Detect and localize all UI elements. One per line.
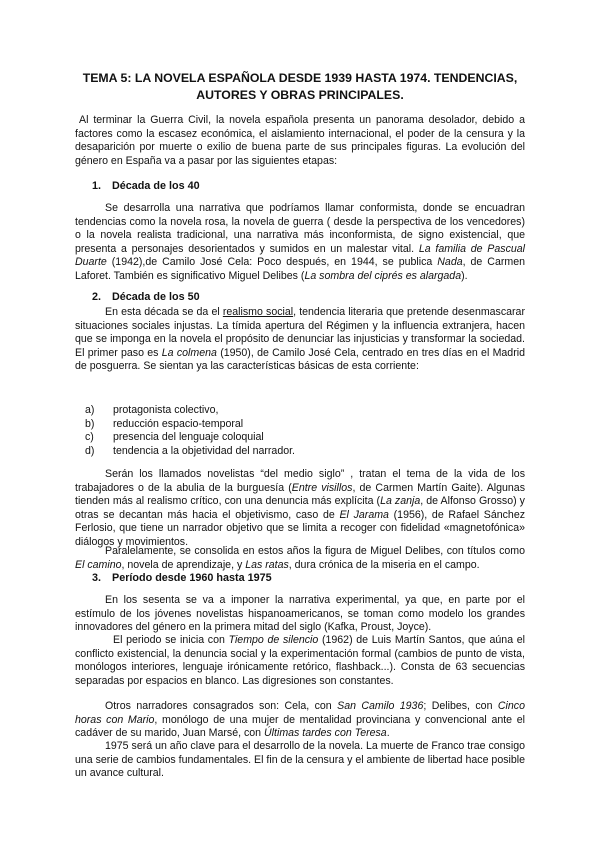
work-title: Últimas tardes con Teresa	[264, 727, 387, 740]
title-line-2: AUTORES Y OBRAS PRINCIPALES.	[196, 88, 404, 102]
section-2-number: 2.	[92, 291, 102, 303]
text-run: , monólogo de una mujer de mentalidad provinciana y convencional ante el cadáver de su marido, Juan Marsé, con	[75, 713, 525, 740]
list-item	[85, 431, 295, 445]
text-run: (1942),de Camilo José Cela: Poco después, en 1944, se publica	[106, 256, 438, 269]
text-run: (1956), de Rafael Sánchez Ferlosio, que tiene un narrador objetivo que se limita a recoger con fidelidad «magnetofónica» diálogos y movimientos.	[75, 508, 526, 548]
section-3-title: Período desde 1960 hasta 1975	[112, 572, 272, 584]
list-marker: a)	[85, 404, 95, 416]
underlined-term: realismo social	[222, 306, 294, 318]
text-run: Se desarrolla una narrativa que podríamos llamar conformista, donde se encuadran tendencias como la novela rosa, la novela de guerra ( desde la perspectiva de los vencedores) o la novela realista tradicional, una narrativa más inconformista, de signo existencial, que presenta a personajes desorientados y sumidos en un malestar vital.	[75, 202, 525, 255]
work-title: Las ratas	[245, 558, 289, 571]
work-title: El camino	[75, 558, 122, 571]
list-text: tendencia a la objetividad del narrador.	[113, 444, 295, 457]
work-title: La zanja	[380, 495, 421, 508]
section-1-heading	[92, 180, 200, 192]
section-2-paragraph-3	[75, 545, 525, 572]
text-run: Otros narradores consagrados son: Cela, con	[105, 700, 338, 712]
section-3-paragraph-4: 1975 será un año clave para el desarrollo de la novela. La muerte de Franco trae consigo una serie de cambios fundamentales. El fin de la censura y el ambiente de libertad hace posible un avance cultural.	[75, 740, 525, 780]
work-title: Tiempo de silencio	[228, 634, 319, 646]
document-title	[60, 70, 540, 104]
work-title: Nada	[437, 256, 463, 269]
title-line-1: TEMA 5: LA NOVELA ESPAÑOLA DESDE 1939 HASTA 1974. TENDENCIAS,	[82, 71, 518, 85]
list-item	[85, 418, 295, 432]
text-run: Paralelamente, se consolida en estos años la figura de Miguel Delibes, con títulos como	[105, 545, 525, 557]
section-2-heading	[92, 291, 200, 303]
list-text: reducción espacio-temporal	[113, 417, 244, 430]
work-title: La colmena	[161, 346, 217, 359]
section-3-paragraph-1: En los sesenta se va a imponer la narrativa experimental, ya que, en parte por el estímulo de los jóvenes novelistas hispanoamericanos, se toman como modelo los grandes innovadores del género en la primera mitad del siglo (Kafka, Proust, Joyce).	[75, 594, 525, 634]
text-run: , de Carmen Martín Gaite). Algunas tienden más al realismo crítico, con una denuncia más explícita (	[75, 481, 525, 508]
work-title: Cinco horas con Mario	[75, 700, 525, 726]
work-title: San Camilo 1936	[337, 700, 424, 712]
text-run: , de Carmen Laforet. También es significativo Miguel Delibes (	[75, 256, 525, 282]
section-3-paragraph-3	[75, 700, 525, 741]
list-item	[85, 445, 295, 459]
section-3-number: 3.	[92, 572, 102, 584]
list-marker: d)	[85, 444, 95, 457]
text-run: .	[386, 727, 390, 740]
text-run: ; Delibes, con	[423, 700, 498, 712]
section-2-paragraph-2	[75, 468, 525, 550]
list-text: protagonista colectivo,	[113, 404, 219, 416]
characteristics-list	[85, 404, 295, 458]
text-run: (1950), de Camilo José Cela, centrado en tres días en el Madrid de posguerra. Se sientan ya las características básicas de esta corriente:	[75, 346, 525, 373]
text-run: , tendencia literaria que pretende desenmascarar situaciones sociales injustas. La tímida apertura del Régimen y la influencia extranjera, hacen que se imponga en la novela el propósito de denunciar las injusticias y transformar la sociedad. El primer paso es	[75, 306, 525, 359]
text-run: ).	[461, 269, 468, 282]
section-1-paragraph	[75, 202, 525, 284]
intro-paragraph: Al terminar la Guerra Civil, la novela española presenta un panorama desolador, debido a factores como la escasez económica, el aislamiento internacional, el poder de la censura y la desaparición por muerte o exilio de buena parte de sus principales figuras. La evolución del género en España va a pasar por las siguientes etapas:	[75, 114, 525, 167]
section-1-number: 1.	[92, 180, 102, 192]
text-run: Serán los llamados novelistas “del medio siglo” , tratan el tema de la vida de los trabajadores o de la abulia de la burguesía (	[75, 468, 525, 494]
work-title: El Jarama	[339, 508, 389, 521]
text-run: , de Alfonso Grosso) y otras se decantan más hacia el objetivismo, caso de	[75, 495, 525, 521]
text-run: , novela de aprendizaje, y	[121, 558, 246, 571]
work-title: La familia de Pascual Duarte	[75, 242, 525, 269]
section-2-paragraph-1	[75, 306, 525, 374]
work-title: La sombra del ciprés es alargada	[304, 269, 462, 282]
list-text: presencia del lenguaje coloquial	[113, 431, 264, 444]
section-2-title: Década de los 50	[112, 291, 200, 303]
work-title: Entre visillos	[291, 481, 353, 494]
text-run: , dura crónica de la miseria en el campo.	[288, 558, 480, 571]
list-marker: b)	[85, 417, 95, 430]
text-run: (1962) de Luis Martín Santos, que aúna el conflicto existencial, la denuncia social y la experimentación formal (cambios de punto de vista, monólogos interiores, lenguaje irónicamente retórico, flashback...). Consta de 63 secuencias separadas por espacios en blanco. Las digresiones son constantes.	[75, 634, 526, 687]
section-3-heading	[92, 572, 272, 584]
text-run: El periodo se inicia con	[113, 634, 229, 646]
list-marker: c)	[85, 431, 94, 444]
section-1-title: Década de los 40	[112, 180, 200, 192]
text-run: En esta década se da el	[105, 306, 223, 318]
section-3-paragraph-2	[75, 634, 525, 688]
list-item	[85, 404, 295, 418]
